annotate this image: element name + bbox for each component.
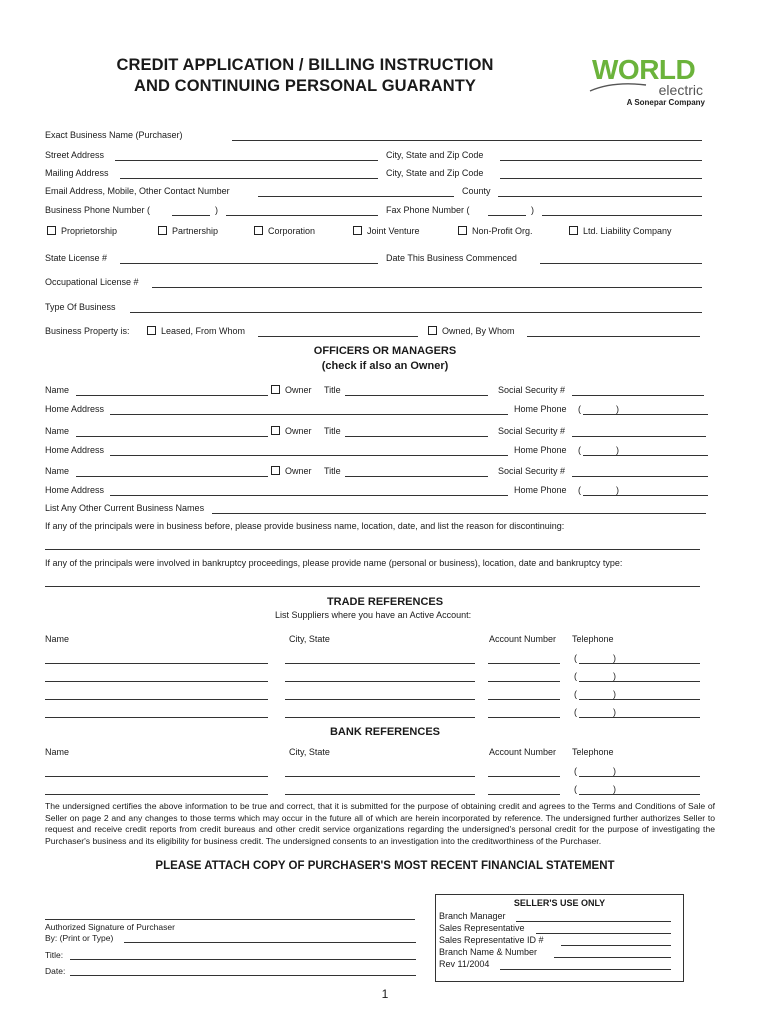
field-type-of-business[interactable] <box>130 312 702 313</box>
label-mailing-address: Mailing Address <box>45 168 109 178</box>
field-rev[interactable] <box>500 969 671 970</box>
field-trade4-phone[interactable] <box>579 717 700 718</box>
field-bank1-name[interactable] <box>45 776 268 777</box>
bank2-paren-open: ( <box>574 784 577 794</box>
field-trade2-city[interactable] <box>285 681 475 682</box>
bank1-paren-open: ( <box>574 766 577 776</box>
trade1-paren-open: ( <box>574 653 577 663</box>
field-print-name[interactable] <box>124 942 416 943</box>
label-sales-rep: Sales Representative <box>439 923 525 933</box>
trade1-paren-close: ) <box>613 653 616 663</box>
field-business-phone[interactable] <box>226 215 378 216</box>
field-leased-from[interactable] <box>258 336 418 337</box>
label-street-address: Street Address <box>45 150 105 160</box>
sellers-use-heading: SELLER'S USE ONLY <box>513 898 606 908</box>
label-officer3-ssn: Social Security # <box>498 466 566 476</box>
checkbox-icon <box>147 326 156 335</box>
field-sales-rep[interactable] <box>536 933 671 934</box>
field-sales-rep-id[interactable] <box>561 945 671 946</box>
field-trade1-city[interactable] <box>285 663 475 664</box>
checkbox-officer2-owner[interactable]: Owner <box>271 426 312 436</box>
field-bank2-name[interactable] <box>45 794 268 795</box>
label-other-business-names: List Any Other Current Business Names <box>45 503 205 513</box>
checkbox-proprietorship[interactable]: Proprietorship <box>47 226 117 236</box>
field-bank2-phone[interactable] <box>579 794 700 795</box>
field-officer1-home-address[interactable] <box>110 414 508 415</box>
label-state-license: State License # <box>45 253 108 263</box>
label-officer3-title: Title <box>324 466 341 476</box>
label-officer1-title: Title <box>324 385 341 395</box>
field-officer2-name[interactable] <box>76 436 268 437</box>
label-officer1-name: Name <box>45 385 70 395</box>
field-officer1-title[interactable] <box>345 395 488 396</box>
label-officer2-name: Name <box>45 426 70 436</box>
checkbox-icon <box>353 226 362 235</box>
label-officer2-ssn: Social Security # <box>498 426 566 436</box>
label-bankruptcy: If any of the principals were involved in bankruptcy proceedings, please provide name (personal or business), location, date and bankruptcy type: <box>45 558 623 568</box>
label-occupational-license: Occupational License # <box>45 277 139 287</box>
page-number: 1 <box>381 987 389 1001</box>
label-business-phone: Business Phone Number ( <box>45 205 151 215</box>
label-officer2-title: Title <box>324 426 341 436</box>
form-title-line1: CREDIT APPLICATION / BILLING INSTRUCTION <box>116 56 494 74</box>
form-title <box>70 55 540 97</box>
checkbox-icon <box>428 326 437 335</box>
field-officer2-title[interactable] <box>345 436 488 437</box>
officers-subheading: (check if also an Owner) <box>321 360 449 372</box>
field-officer1-name[interactable] <box>76 395 268 396</box>
field-trade1-account[interactable] <box>488 663 560 664</box>
certification-paragraph: The undersigned certifies the above information to be true and correct, that it is submitted for the purpose of obtaining credit and agrees to the Terms and Conditions of Sale of Seller on page 2 and any changes to those terms which may occur in the future all of which are herein incorporated by reference. The undersigned further authorizes Seller to request and receive credit reports from credit bureaus and other credit service organizations regarding the undersigned's personal credit for the purpose of investigating the Purchaser's business and its eligibility for business credit. The undersigned consents to an investigation into the creditworthiness of the Purchaser. <box>45 801 715 846</box>
checkbox-partnership[interactable]: Partnership <box>158 226 218 236</box>
officer2-phone-paren-close: ) <box>616 445 619 455</box>
label-officer3-home-phone: Home Phone <box>514 485 567 495</box>
trade4-paren-open: ( <box>574 707 577 717</box>
label-officer1-home-address: Home Address <box>45 404 105 414</box>
field-officer3-ssn[interactable] <box>572 476 708 477</box>
label-type-of-business: Type Of Business <box>45 302 116 312</box>
checkbox-non-profit[interactable]: Non-Profit Org. <box>458 226 533 236</box>
label-date-commenced: Date This Business Commenced <box>386 253 517 263</box>
field-trade3-city[interactable] <box>285 699 475 700</box>
bank-col-name: Name <box>45 747 70 757</box>
field-trade3-phone[interactable] <box>579 699 700 700</box>
field-occupational-license[interactable] <box>152 287 702 288</box>
field-branch-manager[interactable] <box>516 921 671 922</box>
form-title-line2: AND CONTINUING PERSONAL GUARANTY <box>133 77 477 95</box>
field-bank2-account[interactable] <box>488 794 560 795</box>
label-sig-title: Title: <box>45 950 64 960</box>
logo-tagline: A Sonepar Company <box>626 98 705 107</box>
label-email: Email Address, Mobile, Other Contact Number <box>45 186 230 196</box>
company-logo <box>588 55 713 107</box>
field-email[interactable] <box>258 196 454 197</box>
field-owned-by[interactable] <box>527 336 700 337</box>
field-officer2-home-phone[interactable] <box>583 455 708 456</box>
bank2-paren-close: ) <box>613 784 616 794</box>
field-officer3-home-address[interactable] <box>110 495 508 496</box>
checkbox-icon <box>271 426 280 435</box>
field-prior-business[interactable] <box>45 549 700 550</box>
label-sig-date: Date: <box>45 966 66 976</box>
field-bank1-account[interactable] <box>488 776 560 777</box>
officers-heading: OFFICERS OR MANAGERS <box>313 345 457 357</box>
field-other-business-names[interactable] <box>212 513 706 514</box>
bank-col-city: City, State <box>289 747 330 757</box>
field-fax[interactable] <box>542 215 702 216</box>
field-sig-date[interactable] <box>70 975 416 976</box>
field-sig-title[interactable] <box>70 959 416 960</box>
field-street-address[interactable] <box>115 160 378 161</box>
logo-swoosh-icon <box>588 79 648 93</box>
fax-paren: ) <box>531 205 534 215</box>
bank-col-telephone: Telephone <box>572 747 614 757</box>
trade2-paren-close: ) <box>613 671 616 681</box>
officer3-phone-paren-close: ) <box>616 485 619 495</box>
checkbox-owned[interactable]: Owned, By Whom <box>428 326 515 336</box>
field-branch-name[interactable] <box>554 957 671 958</box>
label-authorized-signature: Authorized Signature of Purchaser <box>45 922 175 932</box>
bank-col-account: Account Number <box>489 747 557 757</box>
field-date-commenced[interactable] <box>540 263 702 264</box>
bank-references-heading: BANK REFERENCES <box>329 726 440 738</box>
attach-financial-statement: PLEASE ATTACH COPY OF PURCHASER'S MOST RECENT FINANCIAL STATEMENT <box>155 860 615 872</box>
trade-col-telephone: Telephone <box>572 634 614 644</box>
field-officer1-ssn[interactable] <box>572 395 704 396</box>
field-trade1-phone[interactable] <box>579 663 700 664</box>
trade-references-heading: TRADE REFERENCES <box>326 596 444 608</box>
officer1-phone-paren-open: ( <box>578 404 581 414</box>
checkbox-icon <box>271 385 280 394</box>
trade3-paren-close: ) <box>613 689 616 699</box>
field-trade2-account[interactable] <box>488 681 560 682</box>
label-officer2-home-phone: Home Phone <box>514 445 567 455</box>
field-bank2-city[interactable] <box>285 794 475 795</box>
field-officer1-home-phone[interactable] <box>583 414 708 415</box>
checkbox-officer1-owner[interactable]: Owner <box>271 385 312 395</box>
checkbox-icon <box>569 226 578 235</box>
field-authorized-signature[interactable] <box>45 919 415 920</box>
label-fax: Fax Phone Number ( <box>386 205 470 215</box>
field-trade3-account[interactable] <box>488 699 560 700</box>
label-sales-rep-id: Sales Representative ID # <box>439 935 544 945</box>
field-state-license[interactable] <box>120 263 378 264</box>
checkbox-corporation[interactable]: Corporation <box>254 226 315 236</box>
label-prior-business: If any of the principals were in business before, please provide business name, location, date, and list the reason for discontinuing: <box>45 521 565 531</box>
field-city-state-zip-1[interactable] <box>500 160 702 161</box>
label-officer1-ssn: Social Security # <box>498 385 566 395</box>
field-exact-business-name[interactable] <box>232 140 702 141</box>
trade-col-name: Name <box>45 634 70 644</box>
checkbox-icon <box>47 226 56 235</box>
field-bank1-phone[interactable] <box>579 776 700 777</box>
field-trade2-name[interactable] <box>45 681 268 682</box>
field-mailing-address[interactable] <box>120 178 378 179</box>
field-officer2-home-address[interactable] <box>110 455 508 456</box>
field-bankruptcy[interactable] <box>45 586 700 587</box>
bank1-paren-close: ) <box>613 766 616 776</box>
label-branch-manager: Branch Manager <box>439 911 506 921</box>
business-phone-paren: ) <box>215 205 218 215</box>
label-city-state-zip-2: City, State and Zip Code <box>386 168 484 178</box>
checkbox-officer3-owner[interactable]: Owner <box>271 466 312 476</box>
label-officer2-home-address: Home Address <box>45 445 105 455</box>
field-trade4-city[interactable] <box>285 717 475 718</box>
field-trade4-name[interactable] <box>45 717 268 718</box>
trade2-paren-open: ( <box>574 671 577 681</box>
field-officer3-title[interactable] <box>345 476 488 477</box>
checkbox-icon <box>158 226 167 235</box>
field-bank1-city[interactable] <box>285 776 475 777</box>
field-fax-area[interactable] <box>488 215 526 216</box>
checkbox-icon <box>271 466 280 475</box>
trade3-paren-open: ( <box>574 689 577 699</box>
label-rev: Rev 11/2004 <box>439 959 490 969</box>
officer2-phone-paren-open: ( <box>578 445 581 455</box>
field-officer2-ssn[interactable] <box>572 436 706 437</box>
field-trade1-name[interactable] <box>45 663 268 664</box>
logo-sub: electric <box>658 82 703 98</box>
field-county[interactable] <box>498 196 702 197</box>
label-officer1-home-phone: Home Phone <box>514 404 567 414</box>
field-trade3-name[interactable] <box>45 699 268 700</box>
officer1-phone-paren-close: ) <box>616 404 619 414</box>
label-business-property: Business Property is: <box>45 326 130 336</box>
label-county: County <box>462 186 491 196</box>
field-officer3-home-phone[interactable] <box>583 495 708 496</box>
trade-references-sub: List Suppliers where you have an Active Account: <box>275 610 472 620</box>
field-officer3-name[interactable] <box>76 476 268 477</box>
checkbox-llc[interactable]: Ltd. Liability Company <box>569 226 672 236</box>
sellers-use-only-box <box>435 894 684 982</box>
logo-brand: WORLD <box>592 54 696 85</box>
label-exact-business-name: Exact Business Name (Purchaser) <box>45 130 183 140</box>
checkbox-icon <box>254 226 263 235</box>
trade4-paren-close: ) <box>613 707 616 717</box>
trade-col-account: Account Number <box>489 634 557 644</box>
checkbox-joint-venture[interactable]: Joint Venture <box>353 226 420 236</box>
label-print-name: By: (Print or Type) <box>45 933 114 943</box>
field-business-phone-area[interactable] <box>172 215 210 216</box>
checkbox-icon <box>458 226 467 235</box>
field-city-state-zip-2[interactable] <box>500 178 702 179</box>
label-city-state-zip-1: City, State and Zip Code <box>386 150 484 160</box>
label-officer3-home-address: Home Address <box>45 485 105 495</box>
trade-col-city: City, State <box>289 634 330 644</box>
label-branch-name: Branch Name & Number <box>439 947 538 957</box>
label-officer3-name: Name <box>45 466 70 476</box>
field-trade2-phone[interactable] <box>579 681 700 682</box>
officer3-phone-paren-open: ( <box>578 485 581 495</box>
field-trade4-account[interactable] <box>488 717 560 718</box>
checkbox-leased[interactable]: Leased, From Whom <box>147 326 245 336</box>
